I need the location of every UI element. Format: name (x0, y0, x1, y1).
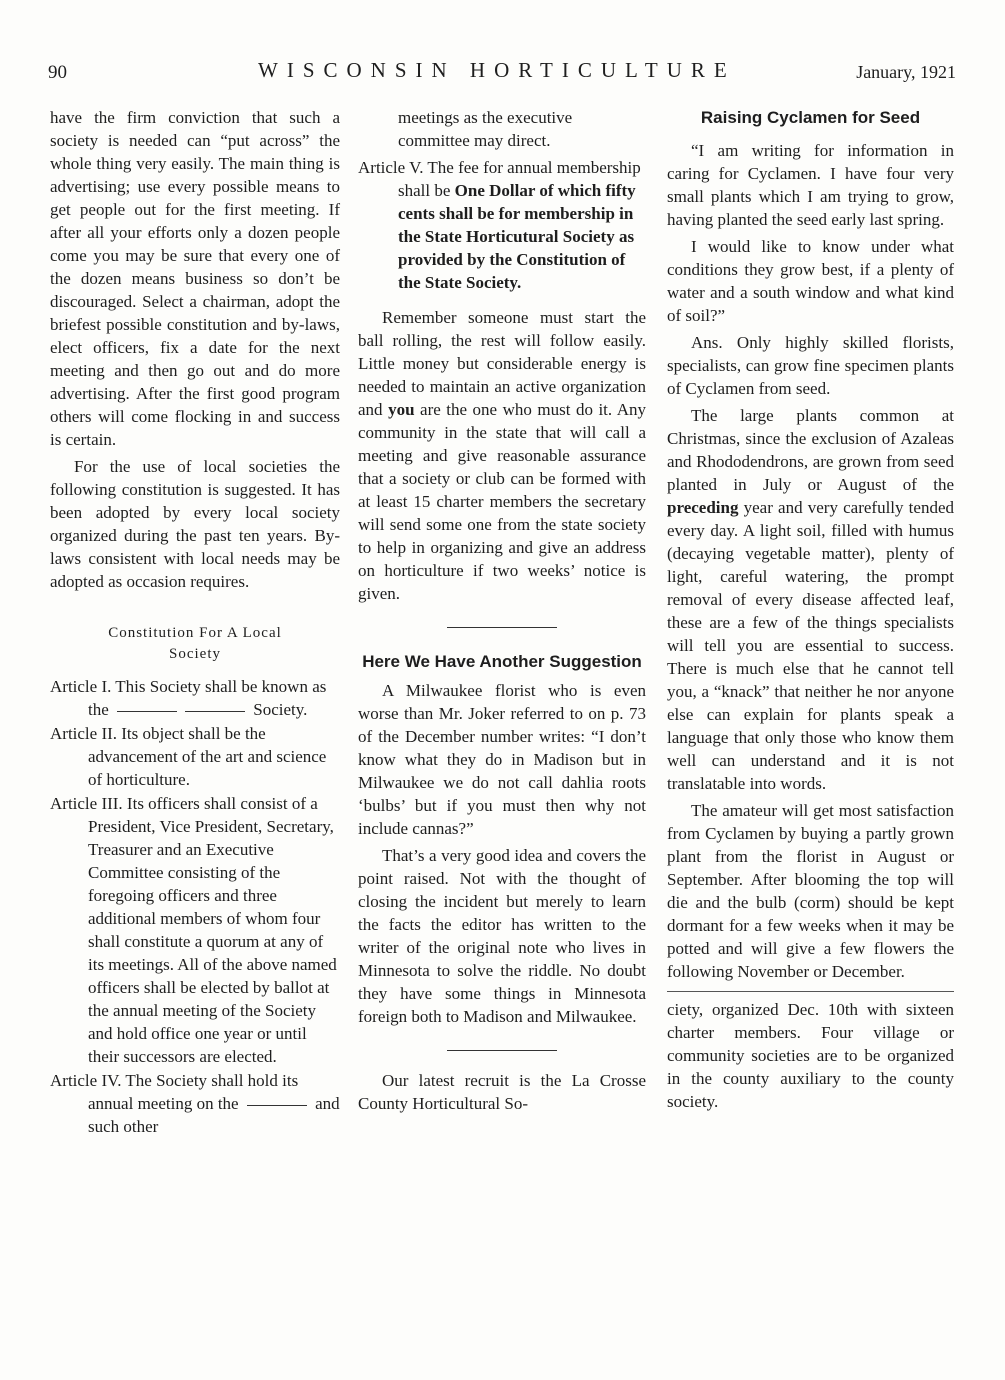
constitution-title-line2: Society (169, 646, 221, 662)
paragraph-advertising: have the firm conviction that such a society is needed can “put across” the whole thing very easily. The main thing is advertising; use every possible means to get people out for the first meeting. If after all your efforts only a dozen people come you may be sure that every one of the dozen means business so don’t be discouraged. Select a chairman, adopt the briefest possible constitution and by-laws, elect officers, fix a date for the next meeting and then go out and do more advertising. After the first good program others will come flocking in and success is certain. (50, 108, 340, 449)
large-text-b: year and very carefully tended every day. A light soil, filled with humus (decaying vegetable matter), plenty of light, careful watering, the prompt removal of every disease affected leaf, these are a few of the things specialists will tell you are essential to success. There is much else that he cannot tell you, a “knack” that neither he nor anyone else can explain for plants speak a language that only those who know them well can understand and it is not translatable into words. (667, 498, 954, 793)
paragraph-remember (358, 306, 646, 605)
paragraph-question-1: “I am writing for information in caring for Cyclamen. I have four very small plants which I am trying to grow, having planted the seed early last spring. (667, 141, 954, 229)
article-4-end: and such other (88, 1094, 340, 1136)
large-text-a: The large plants common at Christmas, since the exclusion of Azaleas and Rhododendrons, are grown from seed planted in July or August of the (667, 406, 954, 494)
article-5-text: Article V. The fee for annual membership shall be (358, 158, 641, 200)
paragraph-constitution-intro: For the use of local societies the following constitution is suggested. It has been adopted by every local society organized during the past ten years. By-laws consistent with local needs may be adopted as occasion requires. (50, 457, 340, 591)
constitution-title-line1: Constitution For A Local (108, 625, 282, 641)
paragraph-society-continued: ciety, organized Dec. 10th with sixteen charter members. Four village or community societies are to be organized in the county auxiliary to the county society. (667, 1000, 954, 1111)
article-1-text: Article I. This Society shall be known as the (50, 677, 327, 719)
article-5 (358, 156, 646, 294)
remember-text-b: are the one who must do it. Any community in the state that will call a meeting and give reasonable assurance that a society or club can be formed with at least 15 charter members the secretary will send some one from the state society to help in organizing and give an address on horticulture if two weeks’ notice is given. (358, 400, 646, 603)
article-5-bold: One Dollar of which fifty cents shall be for membership in the State Horticutural Society as provided by the Constitution of the State Society. (398, 181, 636, 292)
article-1-end: Society. (253, 700, 308, 719)
heading-cyclamen: Raising Cyclamen for Seed (700, 108, 921, 127)
journal-title: WISCONSIN HORTICULTURE (258, 58, 736, 82)
column-3 (667, 106, 954, 1117)
page-header (48, 58, 960, 88)
paragraph-large-plants (667, 404, 954, 795)
paragraph-thats: That’s a very good idea and covers the point raised. Not with the thought of closing the incident but merely to learn the facts the editor has written to the writer of the original note who lives in Minnesota to solve the riddle. No doubt they have some things in Minnesota foreign both to Madison and Milwaukee. (358, 846, 646, 1026)
article-1 (50, 675, 340, 721)
remember-you: you (388, 400, 415, 419)
issue-date: January, 1921 (856, 62, 956, 82)
divider (447, 1050, 557, 1051)
paragraph-answer: Ans. Only highly skilled florists, specialists, can grow fine specimen plants of Cyclamen from seed. (667, 333, 954, 398)
constitution-title (50, 623, 340, 665)
article-4 (50, 1069, 340, 1138)
paragraph-question-2: I would like to know under what conditions they grow best, if a plenty of water and a south window and what kind of soil?” (667, 237, 954, 325)
heading-suggestion: Here We Have Another Suggestion (362, 652, 642, 671)
large-bold: preceding (667, 498, 739, 517)
paragraph-amateur: The amateur will get most satisfaction from Cyclamen by buying a partly grown plant from the florist in August or September. After blooming the top will die and the bulb (corm) should be kept dormant for a few weeks when it may be potted and will give a few flowers the following November or December. (667, 801, 954, 981)
blank-line (117, 711, 177, 712)
article-4-continued: meetings as the executive committee may direct. (398, 108, 573, 150)
blank-line (185, 711, 245, 712)
blank-line (247, 1105, 307, 1106)
divider (447, 627, 557, 628)
page-number: 90 (48, 62, 67, 83)
divider (667, 991, 954, 992)
paragraph-milwaukee: A Milwaukee florist who is even worse than Mr. Joker referred to on p. 73 of the December number writes: “I don’t know what they do in Madison but in Milwaukee we do not call dahlia roots ‘bulbs’ but if you must then why not include cannas?” (358, 681, 646, 838)
article-2: Article II. Its object shall be the advancement of the art and science of horticulture. (50, 724, 327, 789)
column-2 (358, 106, 646, 1119)
article-4-text: Article IV. The Society shall hold its annual meeting on the (50, 1071, 299, 1113)
paragraph-recruit: Our latest recruit is the La Crosse County Horticultural So- (358, 1071, 646, 1113)
column-1 (50, 106, 340, 1139)
remember-text-a: Remember someone must start the ball rolling, the rest will follow easily. Little money but considerable energy is needed to maintain an active organization and (358, 308, 646, 419)
article-3: Article III. Its officers shall consist of a President, Vice President, Secretary, Treasurer and an Executive Committee consisting of the foregoing officers and three additional members of whom four shall constitute a quorum at any of its meetings. All of the above named officers shall be elected by ballot at the annual meeting of the Society and hold office one year or until their successors are elected. (50, 794, 337, 1066)
